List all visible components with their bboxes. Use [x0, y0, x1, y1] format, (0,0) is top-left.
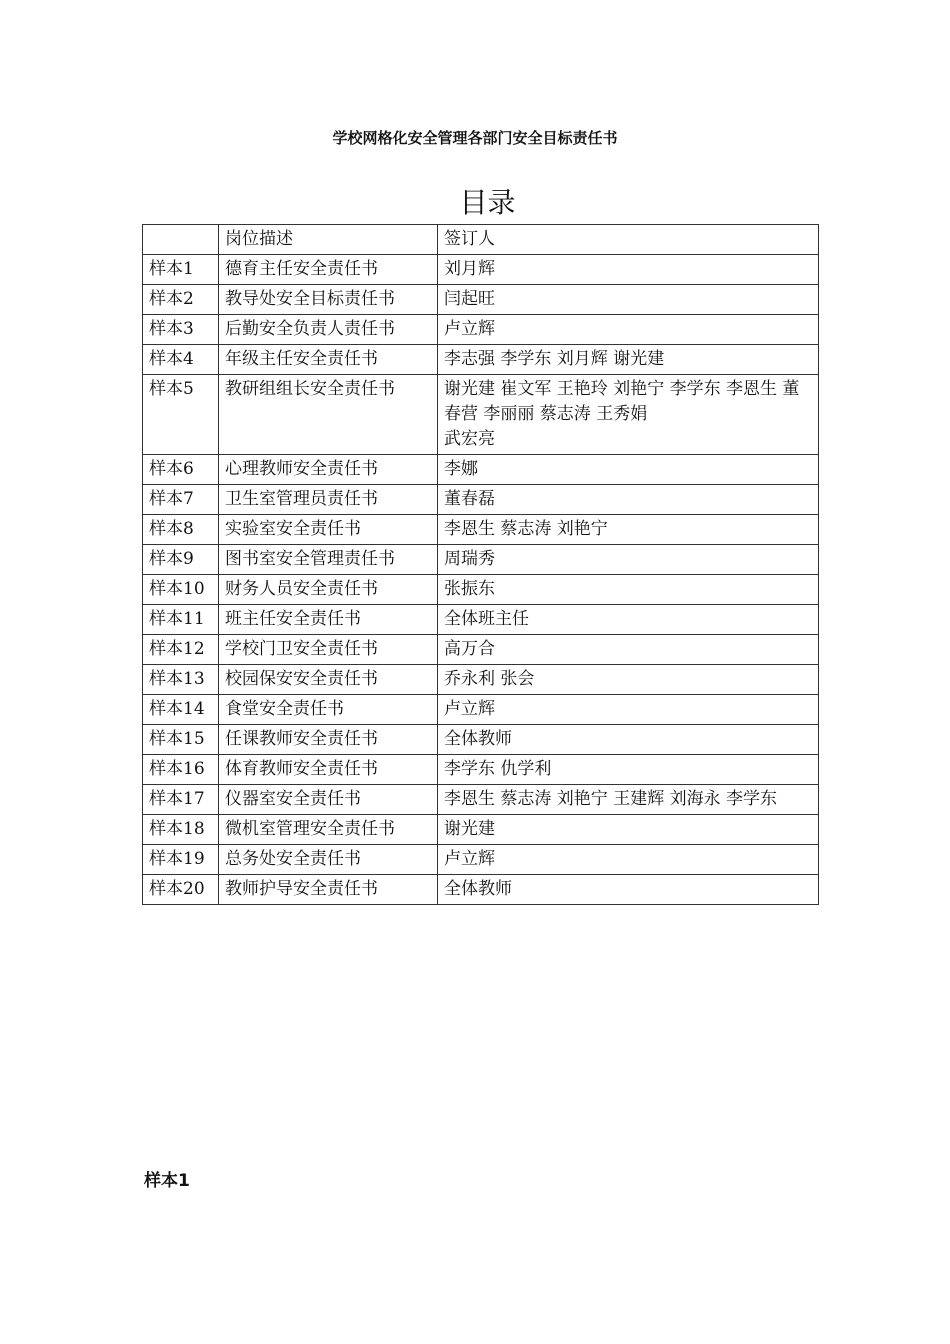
table-row	[143, 785, 819, 815]
row-position: 实验室安全责任书	[219, 515, 438, 545]
row-signatory: 卢立辉	[438, 845, 819, 875]
row-sample-id: 样本19	[143, 845, 219, 875]
row-position: 卫生室管理员责任书	[219, 485, 438, 515]
row-signatory: 全体教师	[438, 725, 819, 755]
row-position: 教师护导安全责任书	[219, 875, 438, 905]
table-row	[143, 755, 819, 785]
row-position: 任课教师安全责任书	[219, 725, 438, 755]
header-sample	[143, 225, 219, 255]
table-row	[143, 315, 819, 345]
row-signatory: 谢光建 崔文军 王艳玲 刘艳宁 李学东 李恩生 董春营 李丽丽 蔡志涛 王秀娟 武宏亮	[438, 375, 819, 455]
row-signatory: 闫起旺	[438, 285, 819, 315]
row-signatory: 刘月辉	[438, 255, 819, 285]
row-signatory: 高万合	[438, 635, 819, 665]
row-signatory: 李学东 仇学利	[438, 755, 819, 785]
row-sample-id: 样本6	[143, 455, 219, 485]
row-position: 教导处安全目标责任书	[219, 285, 438, 315]
row-signatory: 卢立辉	[438, 315, 819, 345]
row-sample-id: 样本1	[143, 255, 219, 285]
row-sample-id: 样本16	[143, 755, 219, 785]
row-signatory: 李志强 李学东 刘月辉 谢光建	[438, 345, 819, 375]
row-sample-id: 样本13	[143, 665, 219, 695]
table-row	[143, 665, 819, 695]
table-row	[143, 845, 819, 875]
section-label: 样本1	[144, 1171, 190, 1191]
table-row	[143, 455, 819, 485]
document-title: 学校网格化安全管理各部门安全目标责任书	[332, 129, 618, 147]
table-row	[143, 725, 819, 755]
table-row	[143, 515, 819, 545]
row-sample-id: 样本4	[143, 345, 219, 375]
table-row	[143, 255, 819, 285]
row-signatory: 董春磊	[438, 485, 819, 515]
row-position: 班主任安全责任书	[219, 605, 438, 635]
row-sample-id: 样本17	[143, 785, 219, 815]
row-signatory: 李娜	[438, 455, 819, 485]
row-sample-id: 样本18	[143, 815, 219, 845]
row-sample-id: 样本2	[143, 285, 219, 315]
row-sample-id: 样本5	[143, 375, 219, 455]
row-signatory: 谢光建	[438, 815, 819, 845]
row-position: 图书室安全管理责任书	[219, 545, 438, 575]
row-position: 年级主任安全责任书	[219, 345, 438, 375]
table-row	[143, 635, 819, 665]
row-signatory: 全体教师	[438, 875, 819, 905]
row-sample-id: 样本8	[143, 515, 219, 545]
table-row	[143, 605, 819, 635]
row-signatory: 张振东	[438, 575, 819, 605]
row-sample-id: 样本20	[143, 875, 219, 905]
row-sample-id: 样本15	[143, 725, 219, 755]
row-sample-id: 样本12	[143, 635, 219, 665]
row-position: 德育主任安全责任书	[219, 255, 438, 285]
row-position: 食堂安全责任书	[219, 695, 438, 725]
row-signatory: 卢立辉	[438, 695, 819, 725]
row-signatory: 全体班主任	[438, 605, 819, 635]
table-row	[143, 545, 819, 575]
row-position: 总务处安全责任书	[219, 845, 438, 875]
row-position: 教研组组长安全责任书	[219, 375, 438, 455]
row-signatory: 周瑞秀	[438, 545, 819, 575]
toc-table	[142, 224, 819, 905]
row-sample-id: 样本3	[143, 315, 219, 345]
table-row	[143, 345, 819, 375]
table-row	[143, 695, 819, 725]
row-position: 后勤安全负责人责任书	[219, 315, 438, 345]
toc-heading: 目录	[459, 186, 516, 219]
row-sample-id: 样本7	[143, 485, 219, 515]
row-position: 微机室管理安全责任书	[219, 815, 438, 845]
row-position: 校园保安安全责任书	[219, 665, 438, 695]
row-signatory: 李恩生 蔡志涛 刘艳宁 王建辉 刘海永 李学东	[438, 785, 819, 815]
row-signatory: 乔永利 张会	[438, 665, 819, 695]
header-signatory: 签订人	[438, 225, 819, 255]
table-row	[143, 815, 819, 845]
header-position: 岗位描述	[219, 225, 438, 255]
row-sample-id: 样本9	[143, 545, 219, 575]
table-row	[143, 575, 819, 605]
row-sample-id: 样本10	[143, 575, 219, 605]
row-position: 仪器室安全责任书	[219, 785, 438, 815]
row-sample-id: 样本14	[143, 695, 219, 725]
table-row	[143, 285, 819, 315]
table-row	[143, 875, 819, 905]
row-position: 心理教师安全责任书	[219, 455, 438, 485]
row-position: 学校门卫安全责任书	[219, 635, 438, 665]
table-header-row	[143, 225, 819, 255]
row-signatory: 李恩生 蔡志涛 刘艳宁	[438, 515, 819, 545]
row-position: 财务人员安全责任书	[219, 575, 438, 605]
row-position: 体育教师安全责任书	[219, 755, 438, 785]
table-row	[143, 375, 819, 455]
table-row	[143, 485, 819, 515]
row-sample-id: 样本11	[143, 605, 219, 635]
